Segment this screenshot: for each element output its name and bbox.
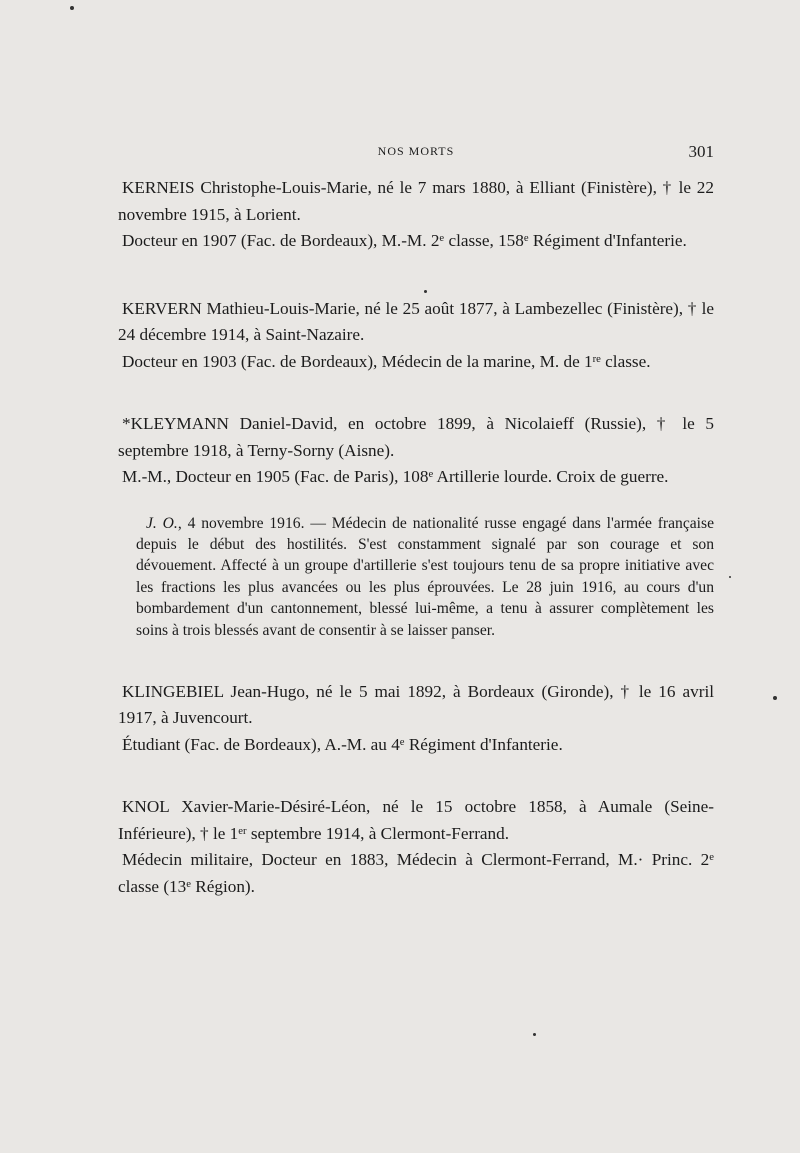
entry-surname: *KLEYMANN [122,414,229,433]
entry-identity: KERVERN Mathieu-Louis-Marie, né le 25 août 1877, à Lambezellec (Finistère), † le 24 décembre 1914, à Saint-Nazaire. [118,298,714,344]
scan-speck [729,576,731,578]
entry-career: M.-M., Docteur en 1905 (Fac. de Paris), 108e Artillerie lourde. Croix de guerre. [122,467,669,486]
entry-identity: KNOL Xavier-Marie-Désiré-Léon, né le 15 octobre 1858, à Aumale (Seine-Inférieure), † le 1er septembre 1914, à Clermont-Ferrand. [118,797,714,843]
entry-citation: J. O., 4 novembre 1916. — Médecin de nationalité russe engagé dans l'armée française depuis le début des hostilités. S'est constamment signalé par son courage et son dévouement. Affecté à un groupe d'artillerie s'est toujours tenu de sa propre initiative avec les fractions les plus avancées ou les plus éprouvées. Le 28 juin 1916, au cours d'un bombardement d'un cantonnement, blessé lui-même, a tenu à assurer complètement les soins à trois blessés avant de consentir à se laisser panser. [136,514,714,639]
entry-knol [118,794,714,900]
entry-surname: KERNEIS [122,178,195,197]
entry-career: Docteur en 1903 (Fac. de Bordeaux), Médecin de la marine, M. de 1re classe. [122,351,651,371]
scan-speck [70,6,74,10]
entry-career: Étudiant (Fac. de Bordeaux), A.-M. au 4e Régiment d'Infanterie. [122,734,563,754]
entry-klingebiel [118,679,714,759]
running-head: NOS MORTS [377,144,455,158]
entry-career: Docteur en 1907 (Fac. de Bordeaux), M.-M. 2e classe, 158e Régiment d'Infanterie. [122,231,687,250]
entry-surname: KNOL [122,797,170,817]
citation-source: J. O. [146,514,178,532]
entry-kervern [118,296,714,376]
entry-surname: KLINGEBIEL [122,681,224,701]
obituary-list [118,175,714,900]
scan-speck [773,696,777,700]
page-number: 301 [688,142,714,161]
entry-identity: KERNEIS Christophe-Louis-Marie, né le 7 mars 1880, à Elliant (Finistère), † le 22 novembre 1915, à Lorient. [118,178,714,224]
entry-surname: KERVERN [122,298,202,318]
entry-kerneis [118,175,714,255]
page-header [118,144,714,164]
entry-kleymann [118,411,714,641]
entry-identity: KLINGEBIEL Jean-Hugo, né le 5 mai 1892, à Bordeaux (Gironde), † le 16 avril 1917, à Juvencourt. [118,681,714,728]
scan-speck [533,1033,536,1036]
scan-speck [424,290,427,293]
entry-identity: *KLEYMANN Daniel-David, en octobre 1899, à Nicolaieff (Russie), † le 5 septembre 1918, à Terny-Sorny (Aisne). [118,414,714,460]
entry-career: Médecin militaire, Docteur en 1883, Médecin à Clermont-Ferrand, M.· Princ. 2e classe (13e Région). [118,850,714,896]
